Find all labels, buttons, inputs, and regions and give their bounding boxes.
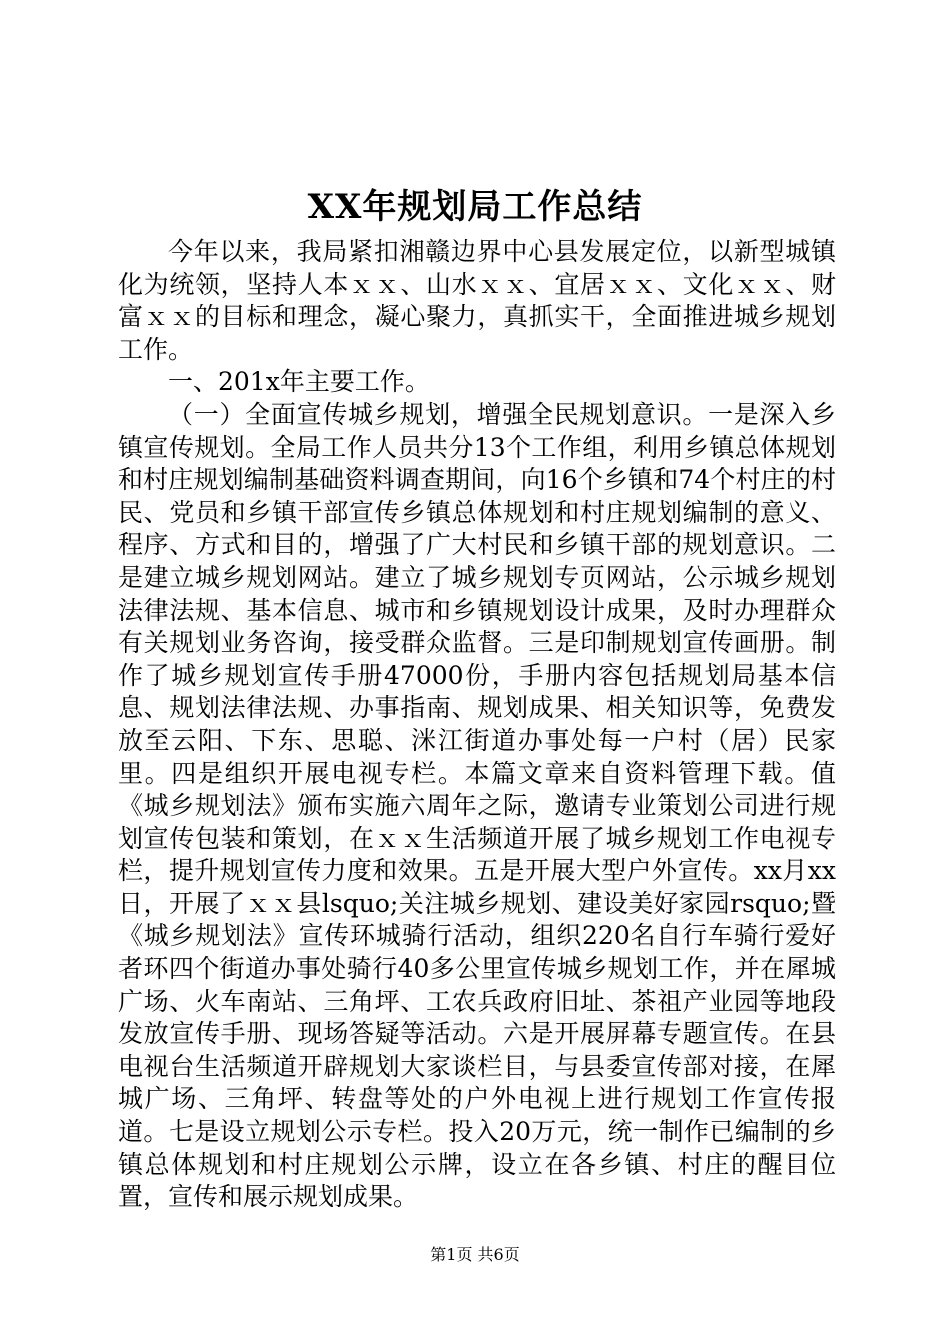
document-title: XX年规划局工作总结 bbox=[307, 187, 643, 227]
section-heading: 一、201x年主要工作。 bbox=[168, 367, 430, 397]
page-number: 第1页 共6页 bbox=[430, 1245, 520, 1264]
section-paragraph: （一）全面宣传城乡规划，增强全民规划意识。一是深入乡镇宣传规划。全局工作人员共分13个工作组，利用乡镇总体规划和村庄规划编制基础资料调查期间，向16个乡镇和74个村庄的村民、党员和乡镇干部宣传乡镇总体规划和村庄规划编制的意义、程序、方式和目的，增强了广大村民和乡镇干部的规划意识。二是建立城乡规划网站。建立了城乡规划专页网站，公示城乡规划法律法规、基本信息、城市和乡镇规划设计成果，及时办理群众有关规划业务咨询，接受群众监督。三是印制规划宣传画册。制作了城乡规划宣传手册47000份，手册内容包括规划局基本信息、规划法律法规、办事指南、规划成果、相关知识等，免费发放至云阳、下东、思聪、洣江街道办事处每一户村（居）民家里。四是组织开展电视专栏。本篇文章来自资料管理下载。值《城乡规划法》颁布实施六周年之际，邀请专业策划公司进行规划宣传包装和策划，在ｘｘ生活频道开展了城乡规划工作电视专栏，提升规划宣传力度和效果。五是开展大型户外宣传。xx月xx日，开展了ｘｘ县lsquo;关注城乡规划、建设美好家园rsquo;暨《城乡规划法》宣传环城骑行活动，组织220名自行车骑行爱好者环四个街道办事处骑行40多公里宣传城乡规划工作，并在犀城广场、火车南站、三角坪、工农兵政府旧址、茶祖产业园等地段发放宣传手册、现场答疑等活动。六是开展屏幕专题宣传。在县电视台生活频道开辟规划大家谈栏目，与县委宣传部对接，在犀城广场、三角坪、转盘等处的户外电视上进行规划工作宣传报道。七是设立规划公示专栏。投入20万元，统一制作已编制的乡镇总体规划和村庄规划公示牌，设立在各乡镇、村庄的醒目位置，宣传和展示规划成果。 bbox=[118, 399, 836, 1212]
intro-paragraph: 今年以来，我局紧扣湘赣边界中心县发展定位，以新型城镇化为统领，坚持人本ｘｘ、山水ｘｘ、宜居ｘｘ、文化ｘｘ、财富ｘｘ的目标和理念，凝心聚力，真抓实干，全面推进城乡规划工作。 bbox=[118, 237, 836, 364]
document-body bbox=[118, 236, 836, 1214]
